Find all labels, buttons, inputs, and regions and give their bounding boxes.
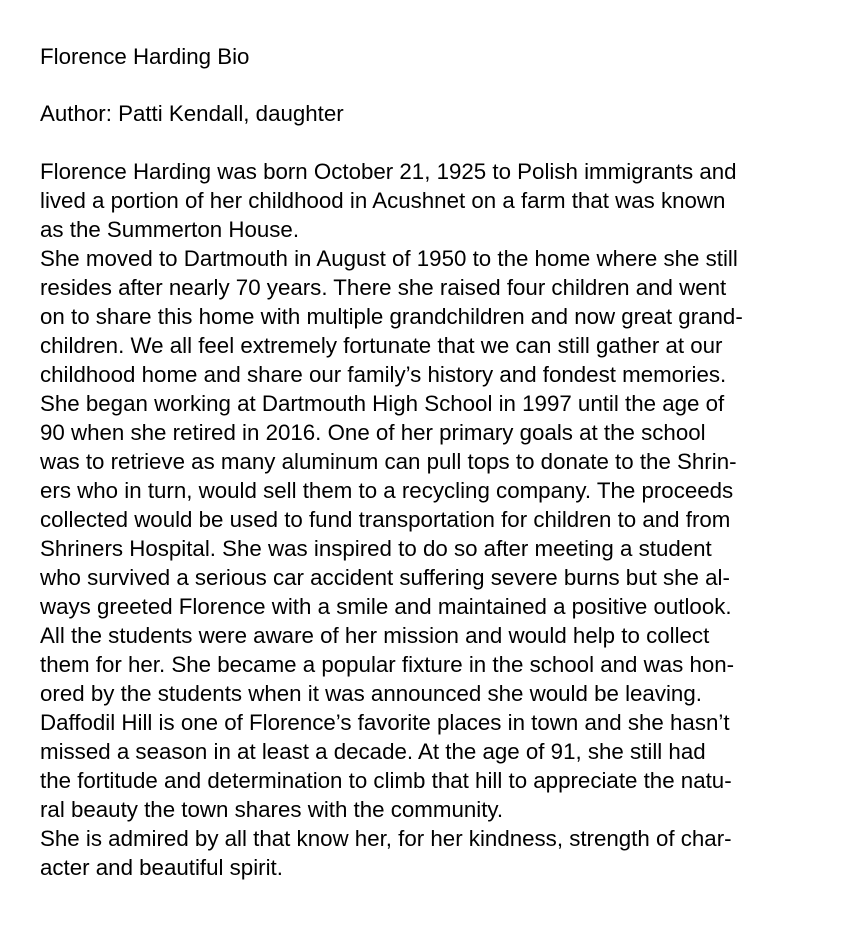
document-author: Author: Patti Kendall, daughter <box>40 101 344 126</box>
body-line: She is admired by all that know her, for her kindness, strength of char- <box>40 826 732 851</box>
document-body <box>40 157 840 882</box>
body-line: Daffodil Hill is one of Florence’s favorite places in town and she hasn’t <box>40 710 730 735</box>
body-line: children. We all feel extremely fortunate that we can still gather at our <box>40 333 723 358</box>
body-line: ers who in turn, would sell them to a recycling company. The proceeds <box>40 478 734 503</box>
body-line: missed a season in at least a decade. At the age of 91, she still had <box>40 739 706 764</box>
body-line: All the students were aware of her mission and would help to collect <box>40 623 710 648</box>
body-line: who survived a serious car accident suffering severe burns but she al- <box>40 565 730 590</box>
body-line: lived a portion of her childhood in Acushnet on a farm that was known <box>40 188 726 213</box>
body-line: 90 when she retired in 2016. One of her primary goals at the school <box>40 420 706 445</box>
body-line: ral beauty the town shares with the community. <box>40 797 504 822</box>
body-line: collected would be used to fund transportation for children to and from <box>40 507 731 532</box>
body-line: Florence Harding was born October 21, 1925 to Polish immigrants and <box>40 159 737 184</box>
body-line: ored by the students when it was announced she would be leaving. <box>40 681 702 706</box>
body-line: the fortitude and determination to climb that hill to appreciate the natu- <box>40 768 732 793</box>
body-line: acter and beautiful spirit. <box>40 855 283 880</box>
body-line: ways greeted Florence with a smile and maintained a positive outlook. <box>40 594 732 619</box>
body-line: She began working at Dartmouth High School in 1997 until the age of <box>40 391 725 416</box>
body-line: on to share this home with multiple grandchildren and now great grand- <box>40 304 743 329</box>
body-line: childhood home and share our family’s history and fondest memories. <box>40 362 727 387</box>
body-line: was to retrieve as many aluminum can pull tops to donate to the Shrin- <box>40 449 737 474</box>
body-line: She moved to Dartmouth in August of 1950 to the home where she still <box>40 246 738 271</box>
body-line: Shriners Hospital. She was inspired to do so after meeting a student <box>40 536 712 561</box>
document-title: Florence Harding Bio <box>40 44 250 69</box>
body-line: resides after nearly 70 years. There she raised four children and went <box>40 275 727 300</box>
body-line: as the Summerton House. <box>40 217 300 242</box>
body-line: them for her. She became a popular fixture in the school and was hon- <box>40 652 735 677</box>
